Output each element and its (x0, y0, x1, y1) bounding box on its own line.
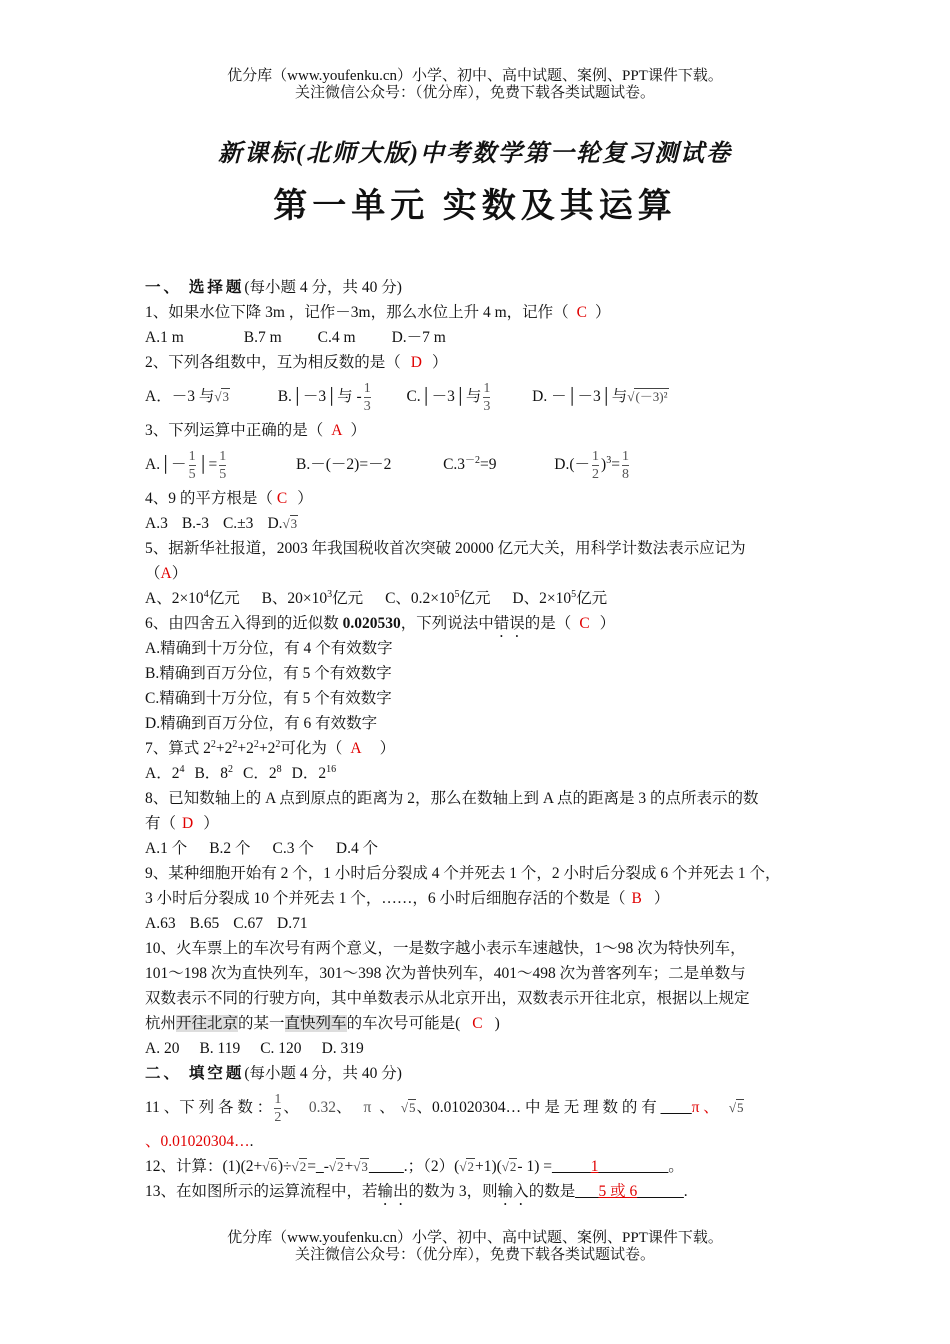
denominator: 3 (363, 398, 371, 414)
denominator: 5 (219, 466, 227, 482)
radicand: 5 (736, 1100, 744, 1115)
answer: C (579, 615, 590, 632)
answer: C (576, 304, 588, 321)
option-unit: 亿元 (332, 590, 364, 607)
page-footer (0, 1230, 950, 1264)
option-base: B、20×10 (261, 590, 328, 607)
answer: D (410, 354, 422, 371)
separator: 、 (379, 1099, 395, 1116)
sqrt-expression: √5 (728, 1100, 744, 1115)
bracket: ） (595, 304, 611, 321)
answer-blank: ____ (368, 1158, 404, 1175)
sqrt-expression: √2 (459, 1159, 474, 1174)
option-b: B.65 (189, 915, 220, 932)
option-d: D.精确到百万分位，有 6 有效数字 (145, 715, 378, 732)
question-stem: ，下列说法中 (400, 615, 494, 632)
question-7 (145, 736, 815, 761)
option-base: C、0.2×10 (385, 590, 455, 607)
unit-title: 第一单元 实数及其运算 (273, 188, 677, 225)
exponent: 8 (276, 763, 282, 775)
punctuation: . (683, 1183, 688, 1200)
bracket: ） (171, 565, 188, 582)
denominator: 2 (592, 466, 600, 482)
radicand: 2 (337, 1159, 344, 1174)
option-d: D.(－ (554, 456, 591, 473)
question-2 (145, 350, 815, 375)
question-stem: 7、算式 2 (145, 740, 211, 757)
answer: A (160, 565, 172, 582)
approx-number: 0.020530 (342, 615, 401, 632)
question-7-options (145, 761, 815, 786)
answer: 、0.01020304… (145, 1133, 250, 1150)
option-a: A. 20 (145, 1040, 180, 1057)
sqrt-expression: √2 (501, 1159, 517, 1174)
question-stem: 8、已知数轴上的 A 点到原点的距离为 2，那么在数轴上到 A 点的距离是 3 的点所表示的数 (145, 790, 759, 807)
option-unit: 亿元 (459, 590, 491, 607)
fraction (622, 448, 629, 483)
section-label: 一、 选择题 (145, 279, 245, 296)
answer: A (331, 422, 343, 439)
header-line-2: 关注微信公众号：（优分库），免费下载各类试题试卷。 (294, 85, 655, 101)
question-8-answer-line (145, 811, 815, 836)
answer: 1 (590, 1158, 599, 1175)
question-stem: 的是（ (524, 615, 572, 632)
question-12 (145, 1154, 815, 1179)
answer: 、 (699, 1099, 719, 1116)
question-stem: 的某一 (238, 1015, 285, 1032)
option-c: C.3 个 (272, 840, 314, 857)
question-3 (145, 418, 815, 443)
answer: B (631, 890, 642, 907)
denominator: 3 (483, 398, 491, 414)
repeating-decimal: 0.32 (308, 1099, 336, 1116)
sqrt-expression: √3 (353, 1159, 368, 1174)
option-c: C．2 (243, 765, 277, 782)
answer: A (350, 740, 362, 757)
option-unit: 亿元 (208, 590, 240, 607)
answer-blank: _____ (552, 1158, 591, 1175)
question-stem: 4、9 的平方根是（ (145, 490, 273, 507)
option-b: B.2 个 (209, 840, 251, 857)
option-a: A.1 m (145, 329, 184, 346)
sqrt-expression: √(－3)² (627, 389, 668, 404)
question-stem: 3 小时后分裂成 10 个并死去 1 个，……，6 小时后细胞存活的个数是（ (145, 890, 626, 907)
exponent: 2 (253, 738, 259, 750)
question-stem: 5、据新华社报道，2003 年我国税收首次突破 20000 亿元大关，用科学计数法表示应记为 (145, 540, 746, 557)
option-d (512, 590, 607, 607)
question-10-line-3: 双数表示不同的行驶方向，其中单数表示从北京开出，双数表示开往北京，根据以上规定 (145, 990, 750, 1007)
bracket: ） (350, 422, 366, 439)
question-10-options (145, 1036, 815, 1061)
option-b: B.7 m (243, 329, 282, 346)
option-d: D. (267, 515, 283, 532)
sqrt-expression: √3 (214, 389, 229, 404)
option-c: C. 120 (260, 1040, 302, 1057)
section-2-heading (145, 1061, 815, 1086)
option-c: C.精确到十万分位，有 5 个有效数字 (145, 690, 392, 707)
option-d: D. 319 (321, 1040, 364, 1057)
option-unit: 亿元 (576, 590, 608, 607)
option-c: C.3 (443, 456, 466, 473)
option-a: A.3 (145, 515, 168, 532)
radicand: 3 (361, 1159, 368, 1174)
option-base: D、2×10 (512, 590, 572, 607)
question-5-answer-line (145, 561, 815, 586)
footer-line-2: 关注微信公众号：（优分库），免费下载各类试题试卷。 (294, 1247, 655, 1263)
option-a (145, 590, 240, 607)
exponent: 2 (275, 738, 281, 750)
option-b: B.│－3│与 - (277, 388, 362, 405)
option-b (262, 590, 364, 607)
option-c: C.67 (233, 915, 264, 932)
question-10-line-4 (145, 1011, 815, 1036)
question-8 (145, 786, 815, 811)
question-stem: +2 (215, 740, 233, 757)
option-d-text: ) (601, 456, 607, 473)
sqrt-expression: √6 (262, 1159, 277, 1174)
question-stem: 、0.01020304… 中 是 无 理 数 的 有 (416, 1099, 661, 1116)
radicand: 2 (299, 1159, 307, 1174)
sqrt-expression: √3 (282, 516, 298, 531)
pi-symbol: π (363, 1099, 372, 1116)
option-b: B．8 (194, 765, 229, 782)
numerator: 1 (621, 448, 629, 464)
question-stem: - (323, 1158, 329, 1175)
question-stem: 12、计算：(1)(2+ (145, 1158, 263, 1175)
radicand: 3 (222, 389, 229, 404)
highlight: 直快列车 (284, 1015, 347, 1032)
question-stem: 11 、下 列 各 数 ： (145, 1099, 273, 1116)
option-d: D.－7 m (391, 329, 446, 346)
exponent: 4 (179, 763, 185, 775)
answer: 5 或 6 (598, 1183, 638, 1200)
exponent: 5 (454, 588, 460, 600)
question-5-options (145, 586, 815, 611)
question-13 (145, 1179, 815, 1204)
question-4 (145, 486, 815, 511)
numerator: 1 (363, 380, 371, 396)
radicand: 2 (509, 1159, 517, 1174)
emphasis-word: 输出 (377, 1183, 409, 1200)
radicand: 2 (467, 1159, 474, 1174)
question-3-options (145, 443, 815, 486)
question-11-line-2 (145, 1129, 815, 1154)
page-header (0, 68, 950, 102)
question-10-line-2: 101～198 次为直快列车，301～398 次为普快列车，401～498 次为普客列车；二是单数与 (145, 965, 746, 982)
separator: 、 (283, 1099, 299, 1116)
question-stem: + (344, 1158, 354, 1175)
exponent: 3 (606, 454, 612, 466)
exponent: 2 (228, 763, 234, 775)
numerator: 1 (219, 448, 227, 464)
sqrt-expression: √2 (328, 1159, 344, 1174)
punctuation: . (249, 1133, 254, 1150)
denominator: 5 (188, 466, 196, 482)
option-c: C.±3 (222, 515, 254, 532)
question-4-options (145, 511, 815, 536)
bracket: 有（ (145, 815, 177, 832)
emphasis-word: 错误 (493, 615, 525, 632)
sqrt-expression: √2 (291, 1159, 307, 1174)
section-points: (每小题 4 分，共 40 分) (244, 1065, 402, 1082)
question-stem: 2、下列各组数中，互为相反数的是（ (145, 354, 401, 371)
exam-content (145, 275, 815, 1204)
section-label: 二、 填空题 (145, 1065, 245, 1082)
answer: C (276, 490, 288, 507)
fraction (364, 380, 371, 415)
radicand: 3 (290, 516, 298, 531)
answer: D (182, 815, 194, 832)
answer: C (472, 1015, 483, 1032)
fraction (189, 448, 196, 483)
option-b: B.-3 (181, 515, 209, 532)
question-2-options (145, 375, 815, 418)
option-base: A、2×10 (145, 590, 204, 607)
question-stem: 的数是 (528, 1183, 576, 1200)
option-a-text: │= (197, 456, 218, 473)
bracket: （ (145, 565, 161, 582)
answer-blank: _ (315, 1158, 324, 1175)
question-8-options (145, 836, 815, 861)
option-c (385, 590, 490, 607)
question-stem: 3、下列运算中正确的是（ (145, 422, 324, 439)
section-1-heading (145, 275, 815, 300)
exponent: 3 (327, 588, 333, 600)
numerator: 1 (592, 448, 600, 464)
emphasis-word: 输入 (497, 1183, 529, 1200)
question-stem: 可化为（ (280, 740, 343, 757)
option-d: D.4 个 (335, 840, 379, 857)
answer: π (691, 1099, 700, 1116)
exponent: －2 (465, 454, 481, 466)
question-stem: +2 (258, 740, 276, 757)
option-d-text: = (611, 456, 620, 473)
question-stem: 杭州 (145, 1015, 177, 1032)
radicand: 6 (270, 1159, 277, 1174)
option-b: B.精确到百万分位，有 5 个有效数字 (145, 665, 392, 682)
denominator: 2 (274, 1109, 282, 1125)
question-6 (145, 611, 815, 636)
answer-blank: _________ (598, 1158, 669, 1175)
exponent: 4 (203, 588, 209, 600)
paper-title: 新课标(北师大版)中考数学第一轮复习测试卷 (218, 141, 732, 167)
question-stem: - 1) = (517, 1158, 552, 1175)
option-c: C.│－3│与 (406, 388, 482, 405)
option-a: A.精确到十万分位，有 4 个有效数字 (145, 640, 393, 657)
question-stem: +1)( (474, 1158, 502, 1175)
bracket: ) (494, 1015, 500, 1032)
option-a: A.│－ (145, 456, 187, 473)
question-stem: +2 (237, 740, 254, 757)
answer-blank: ___ (575, 1183, 599, 1200)
fraction (483, 380, 490, 415)
bracket: ） (431, 354, 448, 371)
answer-blank: ____ (660, 1099, 692, 1116)
header-line-1: 优分库（www.youfenku.cn）小学、初中、高中试题、案例、PPT课件下载。 (227, 68, 723, 84)
numerator: 1 (483, 380, 491, 396)
radicand: 5 (408, 1100, 416, 1115)
question-5 (145, 536, 815, 561)
option-b: B. 119 (199, 1040, 241, 1057)
numerator: 1 (188, 448, 196, 464)
option-c: C.4 m (317, 329, 356, 346)
bracket: ） (297, 490, 313, 507)
exponent: 2 (232, 738, 238, 750)
question-stem: 13、在如图所示的运算流程中，若 (145, 1183, 378, 1200)
question-stem: 的数为 3，则 (408, 1183, 498, 1200)
option-a: A．－3 与 (145, 388, 215, 405)
question-11 (145, 1086, 815, 1129)
question-stem: )÷ (277, 1158, 292, 1175)
option-b: B.－(－2)=－2 (296, 456, 392, 473)
footer-line-1: 优分库（www.youfenku.cn）小学、初中、高中试题、案例、PPT课件下载。 (227, 1230, 723, 1246)
numerator: 1 (274, 1091, 282, 1107)
bracket: ） (379, 740, 396, 757)
question-10: 10、火车票上的车次号有两个意义，一是数字越小表示车速越快，1～98 次为特快列车， (145, 940, 746, 957)
question-stem: = (307, 1158, 316, 1175)
option-c-text: =9 (480, 456, 497, 473)
fraction (592, 448, 599, 483)
fraction (274, 1091, 281, 1126)
option-d: D. －│－3│与 (532, 388, 628, 405)
option-a: A.1 个 (145, 840, 188, 857)
question-stem: .；（2）( (403, 1158, 460, 1175)
question-stem: 6、由四舍五入得到的近似数 (145, 615, 343, 632)
highlight: 开往北京 (176, 1015, 239, 1032)
sqrt-expression: √5 (400, 1100, 416, 1115)
radicand: (－3)² (635, 389, 668, 404)
fraction (219, 448, 226, 483)
separator: 、 (335, 1099, 352, 1116)
denominator: 8 (621, 466, 629, 482)
option-a: A．2 (145, 765, 180, 782)
question-1 (145, 300, 815, 325)
punctuation: 。 (668, 1158, 684, 1175)
option-d: D.71 (277, 915, 308, 932)
exponent: 2 (210, 738, 216, 750)
bracket: ） (599, 615, 616, 632)
section-points: (每小题 4 分，共 40 分) (244, 279, 402, 296)
exponent: 5 (571, 588, 577, 600)
option-d: D．2 (291, 765, 327, 782)
question-9-line-2 (145, 886, 815, 911)
option-a: A.63 (145, 915, 176, 932)
question-stem: 的车次号可能是( (346, 1015, 461, 1032)
exponent: 16 (326, 763, 337, 775)
question-9: 9、某种细胞开始有 2 个，1 小时后分裂成 4 个并死去 1 个，2 小时后分裂成 6 个并死去 1 个， (145, 865, 781, 882)
question-1-options (145, 325, 815, 350)
answer-blank: ______ (637, 1183, 684, 1200)
question-9-options (145, 911, 815, 936)
question-stem: 1、如果水位下降 3m ，记作－3m，那么水位上升 4 m，记作（ (145, 304, 569, 321)
bracket: ） (653, 890, 670, 907)
bracket: ） (203, 815, 219, 832)
